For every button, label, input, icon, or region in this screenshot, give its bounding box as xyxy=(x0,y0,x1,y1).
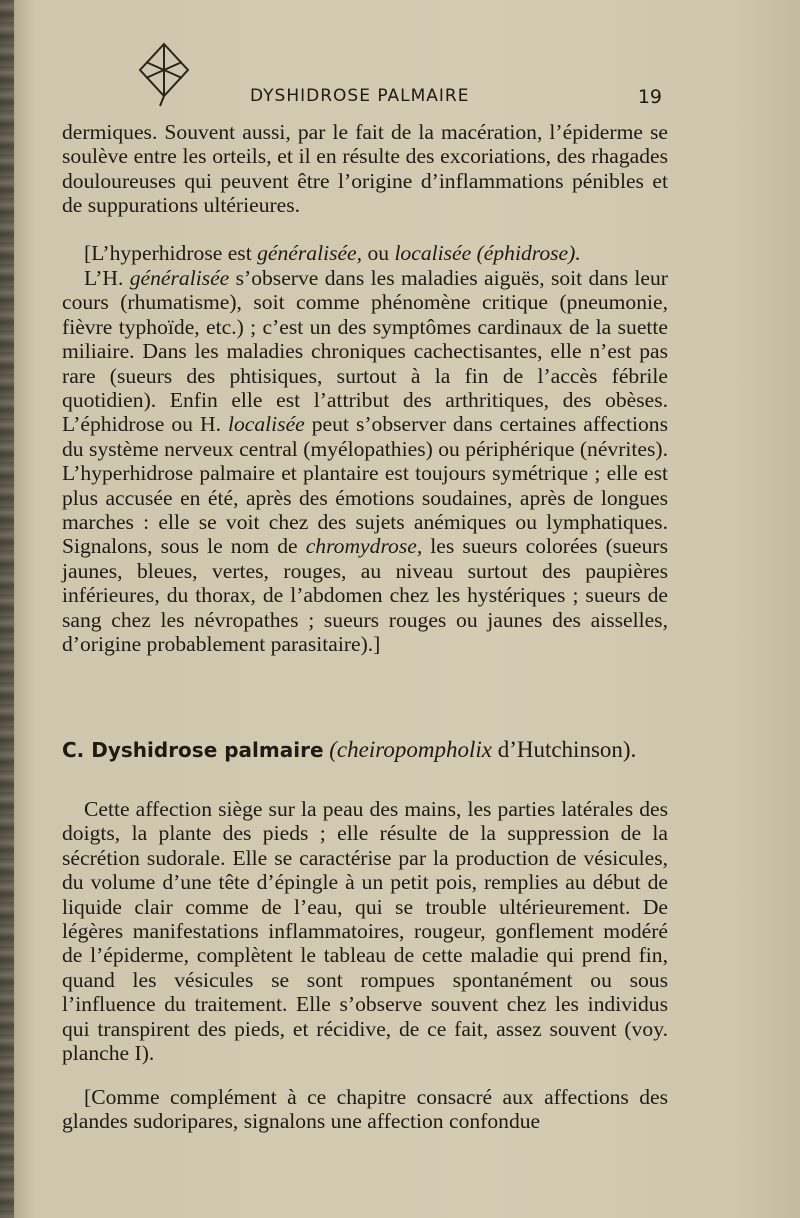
section-heading-italic: (cheiropompholix xyxy=(329,737,492,762)
section-heading-tail: d’Hutchinson). xyxy=(491,737,637,762)
paragraph-1-text: dermiques. Souvent aussi, par le fait de la macération, l’épiderme se soulève entre les orteils, et il en résulte des excoriations, des rhagades douloureuses qui peuvent être l’origine d’inflammations pénibles et de suppurations ultérieures. xyxy=(62,120,668,218)
paragraph-1 xyxy=(62,120,668,218)
paragraph-2 xyxy=(62,241,668,265)
p3-text-d: les sueurs colorées (sueurs jaunes, bleues, vertes, rouges, au niveau surtout des paupières inférieures, du thorax, de l’abdomen chez les hystériques ; sueurs de sang chez les névropathes ; sueurs rouges ou jaunes des aisselles, d’origine probablement parasitaire).] xyxy=(62,534,668,657)
p3-text-c: peut s’observer dans certaines affections du système nerveux central (myélopathies) ou périphérique (névrites). L’hyperhidrose palmaire et plantaire est toujours symétrique ; elle est plus accusée en été, après des émotions soudaines, après de longues marches : elle se voit chez des sujets anémiques ou lymphatiques. Signalons, sous le nom de xyxy=(62,412,668,559)
paragraph-3-text xyxy=(62,266,668,657)
p3-italic-1: généralisée xyxy=(129,266,230,290)
section-heading-label: C. Dyshidrose palmaire xyxy=(62,738,324,762)
p3-italic-2: localisée xyxy=(227,412,305,437)
paragraph-5-text: [Comme complément à ce chapitre consacré aux affections des glandes sudoripares, signalons une affection confondue xyxy=(62,1085,668,1134)
ornament-icon xyxy=(134,40,194,108)
p2-text-b: ou xyxy=(362,241,395,265)
p3-italic-3: chromydrose, xyxy=(305,534,423,559)
p2-text-a: [L’hyperhidrose est xyxy=(84,241,258,265)
paragraph-4 xyxy=(62,797,668,1065)
page-number: 19 xyxy=(637,86,662,108)
p3-text-a: L’H. xyxy=(84,266,130,290)
paragraph-5 xyxy=(62,1085,668,1134)
book-spine-shadow xyxy=(0,0,14,1218)
paragraph-3 xyxy=(62,266,668,657)
p2-italic-1: généralisée, xyxy=(257,241,363,265)
page-header xyxy=(250,86,662,110)
running-title: DYSHIDROSE PALMAIRE xyxy=(250,86,470,106)
paragraph-4-text: Cette affection siège sur la peau des mains, les parties latérales des doigts, la plante des pieds ; elle résulte de la suppression de la sécrétion sudorale. Elle se caractérise par la production de vésicules, du volume d’une tête d’épingle à un petit pois, remplies au début de liquide clair comme de l’eau, qui se trouble ultérieurement. De légères manifestations inflammatoires, rougeur, gonflement modéré de l’épiderme, complètent le tableau de cette maladie qui prend fin, quand les vésicules se sont rompues spontanément ou sous l’influence du traitement. Elle s’observe souvent chez les individus qui transpirent des pieds, et récidive, de ce fait, assez souvent (voy. planche I). xyxy=(62,797,668,1066)
paragraph-2-text xyxy=(62,241,668,265)
p3-text-b: s’observe dans les maladies aiguës, soit dans leur cours (rhumatisme), soit comme phénomène critique (pneumonie, fièvre typhoïde, etc.) ; c’est un des symptômes cardinaux de la suette miliaire. Dans les maladies chroniques cachectisantes, elle n’est pas rare (sueurs des phtisiques, surtout à la fin de l’accès fébrile quotidien). Enfin elle est l’attribut des arthritiques, des obèses. L’éphidrose ou H. xyxy=(62,266,668,437)
p2-italic-2: localisée (éphidrose). xyxy=(394,241,581,265)
section-heading xyxy=(62,736,682,764)
